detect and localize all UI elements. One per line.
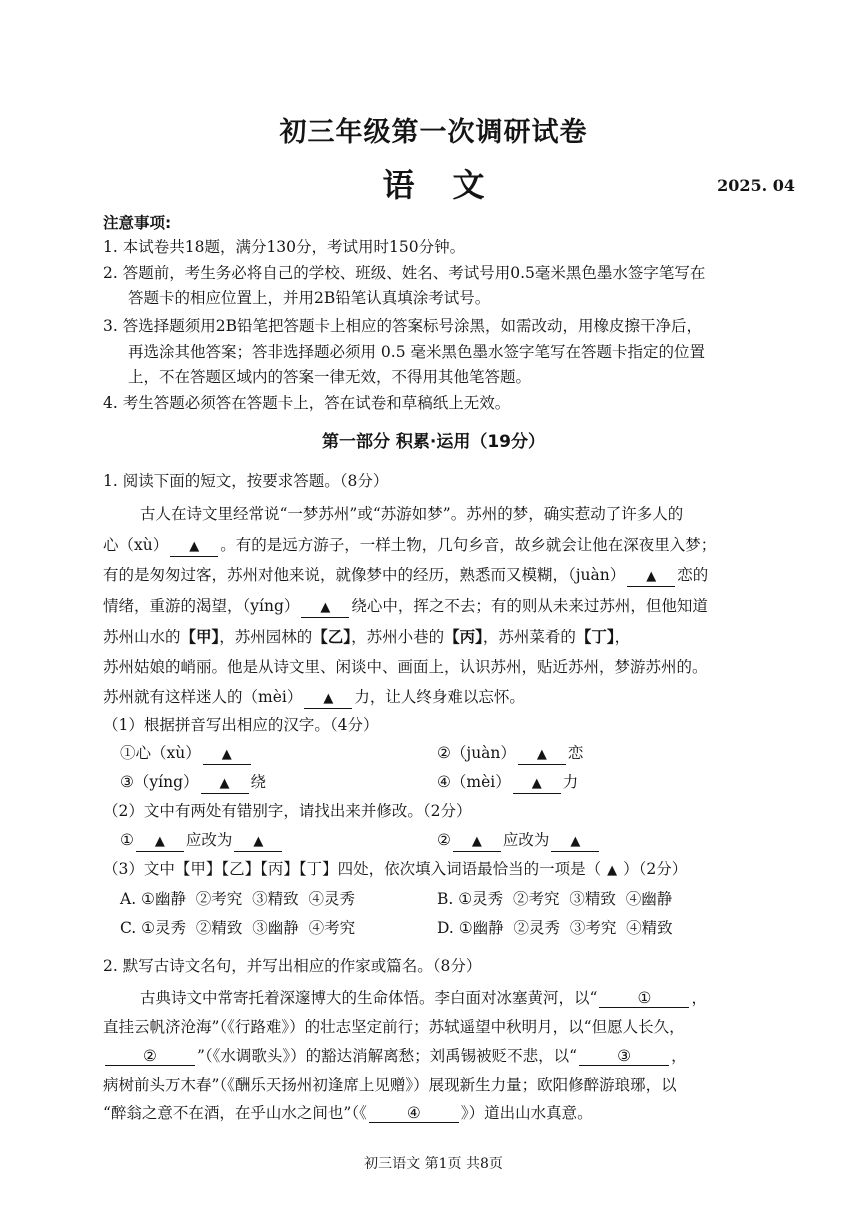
passage-line-5	[103, 626, 630, 648]
passage-line-6: 苏州姑娘的峭丽。他是从诗文里、闲谈中、画面上，认识苏州，贴近苏州，梦游苏州的。	[103, 658, 708, 676]
passage-text: 》）道出山水真意。	[460, 1104, 593, 1122]
blank-number: ①	[637, 989, 652, 1007]
bracket-yi: 【乙】	[312, 628, 352, 646]
item-suffix: 力	[562, 773, 579, 791]
sub-question-1-stem: （1）根据拼音写出相应的汉字。（4分）	[103, 716, 379, 734]
page-footer: 初三语文 第1页 共8页	[364, 1156, 503, 1172]
item-text: 应改为	[185, 831, 233, 849]
triangle-mark: ▲	[471, 834, 482, 849]
notice-heading: 注意事项:	[103, 214, 172, 232]
answer-blank[interactable]	[304, 688, 352, 709]
passage-text: 有的是匆匆过客，苏州对他来说，就像梦中的经历，熟悉而又模糊，（juàn）	[103, 566, 626, 584]
option-c[interactable]: C. ①灵秀 ②精致 ③幽静 ④考究	[120, 919, 356, 937]
item-text: ）（2分）	[623, 860, 688, 878]
passage-text: 力，让人终身难以忘怀。	[354, 688, 525, 706]
answer-blank[interactable]	[170, 536, 218, 557]
passage-text: 古典诗文中常寄托着深邃博大的生命体悟。李白面对冰塞黄河，以“	[140, 989, 598, 1007]
exam-date: 2025. 04	[717, 176, 795, 195]
q2-line-4: 病树前头万木春”（《酬乐天扬州初逢席上见赠》）展现新生力量；欧阳修醉游琅琊，以	[103, 1076, 677, 1094]
passage-text: ，	[614, 628, 631, 646]
triangle-mark: ▲	[531, 776, 542, 791]
triangle-mark: ▲	[536, 747, 547, 762]
passage-text: 恋的	[677, 566, 709, 584]
blank-number: ③	[617, 1047, 632, 1065]
answer-blank[interactable]	[599, 989, 689, 1008]
passage-line-3	[103, 564, 708, 587]
exam-title: 初三年级第一次调研试卷	[279, 117, 588, 148]
sub1-item-b	[437, 742, 583, 765]
sub1-item-c	[120, 771, 266, 794]
q2-line-3	[103, 1045, 687, 1067]
item-text: （3）文中【甲】【乙】【丙】【丁】四处，依次填入词语最恰当的一项是（	[103, 860, 602, 878]
passage-text: ，苏州园林的	[219, 628, 313, 646]
sub-question-2-stem: （2）文中有两处有错别字，请找出来并修改。（2分）	[103, 802, 472, 820]
item-label: ①	[120, 831, 134, 849]
passage-line-4	[103, 595, 708, 618]
passage-text: 苏州山水的	[103, 628, 181, 646]
notice-item-3-cont: 再选涂其他答案；答非选择题必须用 0.5 毫米黑色墨水签字笔写在答题卡指定的位置	[128, 343, 706, 361]
triangle-mark: ▲	[219, 776, 230, 791]
passage-line-2	[103, 534, 716, 557]
passage-text: ，苏州小巷的	[351, 628, 445, 646]
q2-line-2: 直挂云帆济沧海”（《行路难》）的壮志坚定前行；苏轼遥望中秋明月，以“但愿人长久，	[103, 1018, 685, 1036]
triangle-mark: ▲	[253, 834, 264, 849]
notice-item-4: 4. 考生答题必须答在答题卡上，答在试卷和草稿纸上无效。	[103, 394, 511, 412]
passage-text: ，	[691, 989, 707, 1007]
answer-blank[interactable]	[453, 831, 501, 852]
passage-text: “醉翁之意不在酒，在乎山水之间也”（《	[103, 1104, 367, 1122]
answer-blank[interactable]	[105, 1047, 195, 1066]
answer-blank[interactable]	[201, 773, 249, 794]
option-d[interactable]: D. ①幽静 ②灵秀 ③考究 ④精致	[437, 919, 673, 937]
answer-blank[interactable]	[136, 831, 184, 852]
item-label: ①心（xù）	[120, 744, 201, 762]
question-1-stem: 1. 阅读下面的短文，按要求答题。（8分）	[103, 472, 389, 490]
passage-text: ，苏州菜肴的	[482, 628, 576, 646]
item-label: ③（yíng）	[120, 773, 199, 791]
notice-item-1: 1. 本试卷共18题，满分130分，考试用时150分钟。	[103, 238, 466, 256]
sub1-item-d	[437, 771, 578, 794]
answer-blank[interactable]	[627, 566, 675, 587]
triangle-mark: ▲	[570, 834, 581, 849]
passage-text: 绕心中，挥之不去；有的则从未来过苏州，但他知道	[351, 597, 708, 615]
answer-blank[interactable]	[551, 831, 599, 852]
option-a[interactable]: A. ①幽静 ②考究 ③精致 ④灵秀	[120, 890, 356, 908]
item-suffix: 恋	[567, 744, 584, 762]
passage-text: 。有的是远方游子，一样土物，几句乡音，故乡就会让他在深夜里入梦；	[220, 536, 717, 554]
triangle-mark: ▲	[154, 834, 165, 849]
q2-line-5	[103, 1102, 593, 1124]
answer-blank[interactable]	[203, 744, 251, 765]
answer-blank[interactable]	[234, 831, 282, 852]
passage-text: 心（xù）	[103, 536, 169, 554]
sub-question-3-stem	[103, 858, 687, 882]
passage-text: 情绪，重游的渴望，（yíng）	[103, 597, 300, 615]
notice-item-2-cont: 答题卡的相应位置上，并用2B铅笔认真填涂考试号。	[128, 289, 491, 307]
subject-title: 语文	[382, 166, 523, 204]
notice-item-3: 3. 答选择题须用2B铅笔把答题卡上相应的答案标号涂黑，如需改动，用橡皮擦干净后，	[103, 317, 702, 335]
option-b[interactable]: B. ①灵秀 ②考究 ③精致 ④幽静	[437, 890, 673, 908]
q2-line-1	[140, 987, 707, 1009]
item-label: ②	[437, 831, 451, 849]
notice-item-2: 2. 答题前，考生务必将自己的学校、班级、姓名、考试号用0.5毫米黑色墨水签字笔写在	[103, 264, 706, 282]
answer-blank[interactable]	[301, 597, 349, 618]
passage-text: 苏州就有这样迷人的（mèi）	[103, 688, 303, 706]
blank-number: ②	[143, 1047, 157, 1065]
answer-blank[interactable]	[579, 1047, 669, 1066]
question-2-stem: 2. 默写古诗文名句，并写出相应的作家或篇名。（8分）	[103, 957, 482, 975]
answer-blank[interactable]	[369, 1104, 459, 1123]
bracket-ding: 【丁】	[575, 628, 615, 646]
blank-number: ④	[406, 1104, 421, 1122]
item-label: ②（juàn）	[437, 744, 516, 762]
passage-text: ”（《水调歌头》）的豁达消解离愁；刘禹锡被贬不悲，以“	[197, 1047, 578, 1065]
sub1-item-a	[120, 742, 253, 765]
triangle-mark: ▲	[189, 539, 200, 554]
triangle-mark: ▲	[221, 747, 232, 762]
triangle-mark: ▲	[646, 569, 657, 584]
item-label: ④（mèi）	[437, 773, 511, 791]
passage-line-1: 古人在诗文里经常说“一梦苏州”或“苏游如梦”。苏州的梦，确实惹动了许多人的	[140, 505, 684, 523]
notice-item-3-cont2: 上，不在答题区域内的答案一律无效，不得用其他笔答题。	[128, 368, 532, 386]
passage-line-7	[103, 686, 525, 709]
answer-blank[interactable]	[518, 744, 566, 765]
triangle-mark: ▲	[607, 863, 618, 878]
sub2-item-b	[437, 829, 601, 852]
triangle-mark: ▲	[320, 600, 331, 615]
bracket-jia: 【甲】	[180, 628, 220, 646]
section-heading: 第一部分 积累·运用（19分）	[321, 432, 546, 452]
sub2-item-a	[120, 829, 284, 852]
answer-blank[interactable]	[513, 773, 561, 794]
triangle-mark: ▲	[323, 691, 334, 706]
item-text: 应改为	[502, 831, 550, 849]
bracket-bing: 【丙】	[444, 628, 483, 646]
passage-text: ，	[671, 1047, 687, 1065]
item-suffix: 绕	[250, 773, 267, 791]
